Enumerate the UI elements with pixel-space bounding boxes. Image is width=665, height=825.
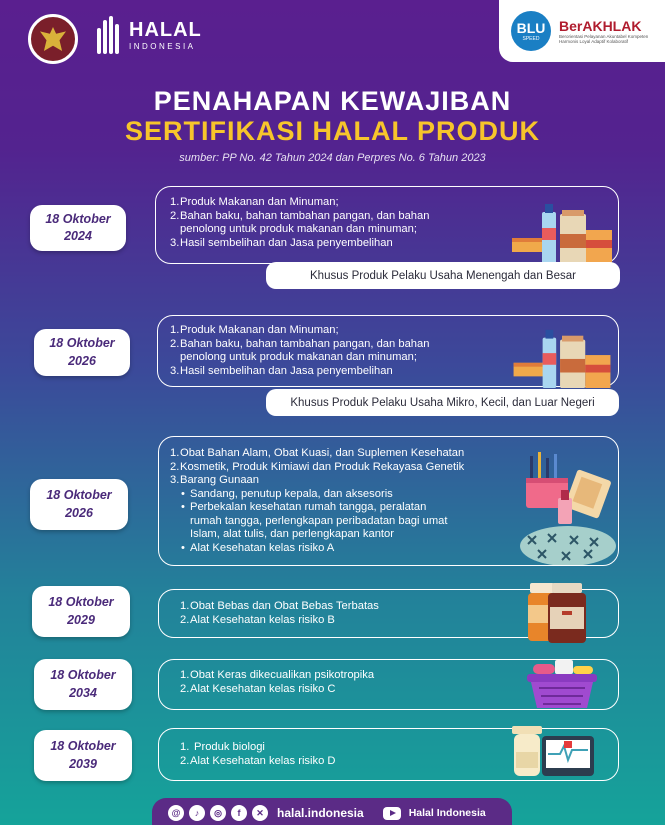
- berakhlak-logo: [559, 18, 657, 45]
- youtube-icon[interactable]: [383, 807, 401, 820]
- phase-list-2029: 1. Obat Bebas dan Obat Bebas Terbatas 2. Alat Kesehatan kelas risiko B: [180, 600, 379, 626]
- phase-list-2026-a: 1. Produk Makanan dan Minuman; 2. Bahan baku, bahan tambahan pangan, dan bahan penolong untuk produk makanan dan minuman; 3. Hasil sembelihan dan Jasa penyembelihan: [170, 324, 430, 377]
- food-beverage-icon: [508, 200, 616, 264]
- page-title-line1: PENAHAPAN KEWAJIBAN: [153, 86, 512, 116]
- berakhlak-title: BerAKHLAK: [559, 17, 642, 34]
- phase-date-2026-a: 18 Oktober 2026: [34, 329, 130, 376]
- tiktok-icon[interactable]: ♪: [189, 805, 205, 821]
- badge-panel: [499, 0, 665, 62]
- footer-bar: [152, 798, 512, 825]
- medicine-basket-icon: [525, 658, 599, 710]
- source-citation: sumber: PP No. 42 Tahun 2024 dan Perpres No. 6 Tahun 2023: [179, 152, 486, 164]
- phase-list-2039: 1. Produk biologi 2. Alat Kesehatan kelas risiko D: [180, 741, 336, 767]
- halal-logo-subtitle: INDONESIA: [129, 41, 196, 51]
- phase-note-2026: Khusus Produk Pelaku Usaha Mikro, Kecil, dan Luar Negeri: [266, 389, 619, 416]
- instagram-icon[interactable]: ◎: [210, 805, 226, 821]
- x-icon[interactable]: ✕: [252, 805, 268, 821]
- threads-icon[interactable]: @: [168, 805, 184, 821]
- stationery-cosmetics-icon: [518, 450, 618, 565]
- halal-indonesia-logo: [95, 16, 202, 54]
- medical-monitor-icon: [510, 722, 598, 782]
- phase-date-2039: 18 Oktober 2039: [34, 730, 132, 781]
- youtube-channel-name[interactable]: Halal Indonesia: [408, 807, 486, 819]
- page-title-line2: SERTIFIKASI HALAL PRODUK: [124, 116, 540, 146]
- blu-logo-text: BLU: [516, 19, 546, 36]
- phase-date-2034: 18 Oktober 2034: [34, 659, 132, 710]
- phase-date-2026-b: 18 Oktober 2026: [30, 479, 128, 530]
- food-beverage-icon: [508, 326, 616, 388]
- berakhlak-subtitle: Berorientasi Pelayanan Akuntabel Kompeten Harmonis Loyal Adaptif Kolaboratif: [559, 33, 649, 44]
- phase-date-2029: 18 Oktober 2029: [32, 586, 130, 637]
- phase-list-2026-b: 1. Obat Bahan Alam, Obat Kuasi, dan Suplemen Kesehatan 2. Kosmetik, Produk Kimiawi dan Produk Rekayasa Genetik 3. Barang Gunaan • Sandang, penutup kepala, dan aksesoris • Perbekalan kesehatan rumah tangga, peralatan rumah tangga, perlengkapan peribadatan bagi umat Islam, alat tulis, dan perlengkapan kantor • Alat Kesehatan kelas risiko A: [170, 447, 465, 554]
- phase-date-2024: 18 Oktober 2024: [30, 205, 126, 251]
- phase-note-2024: Khusus Produk Pelaku Usaha Menengah dan Besar: [266, 262, 620, 289]
- blu-speed-logo: [511, 11, 551, 51]
- halal-logo-title: HALAL: [129, 18, 202, 41]
- government-emblem-logo: [28, 14, 78, 64]
- social-handle[interactable]: halal.indonesia: [277, 806, 364, 820]
- blu-logo-subtext: SPEED: [522, 35, 540, 42]
- medicine-bottles-icon: [526, 581, 588, 645]
- phase-list-2024: 1. Produk Makanan dan Minuman; 2. Bahan baku, bahan tambahan pangan, dan bahan penolong untuk produk makanan dan minuman; 3. Hasil sembelihan dan Jasa penyembelihan: [170, 196, 430, 249]
- phase-list-2034: 1. Obat Keras dikecualikan psikotropika 2. Alat Kesehatan kelas risiko C: [180, 669, 375, 695]
- facebook-icon[interactable]: f: [231, 805, 247, 821]
- halal-mark-icon: [95, 16, 121, 54]
